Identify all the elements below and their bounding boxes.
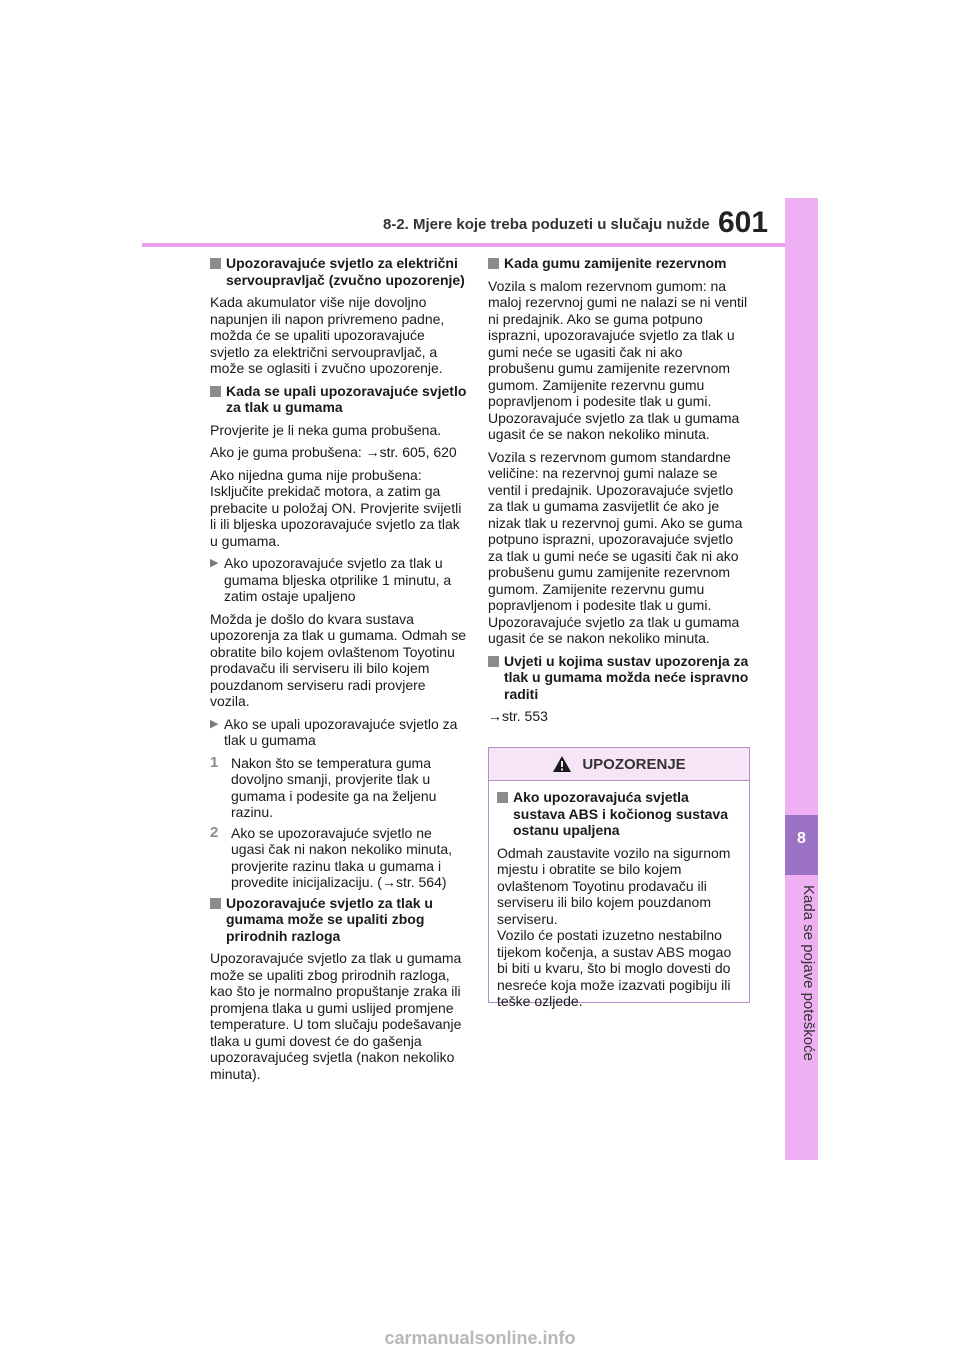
step-text: Nakon što se temperatura guma dovoljno smanji, provjerite tlak u gumama i podesite ga na željenu razinu.	[231, 754, 437, 820]
square-bullet-icon	[210, 258, 221, 269]
sub-condition-text: Ako upozoravajuće svjetlo za tlak u gumama bljeska otprilike 1 minutu, a zatim ostaje upaljeno	[224, 555, 452, 604]
header-divider	[142, 243, 785, 247]
right-column	[488, 255, 750, 731]
step-item	[210, 825, 468, 891]
square-bullet-icon	[497, 792, 508, 803]
triangle-bullet-icon: ▶	[210, 717, 219, 730]
step-number: 1	[210, 753, 219, 771]
left-column	[210, 255, 468, 1088]
step-number: 2	[210, 823, 219, 841]
paragraph: Vozilo će postati izuzetno nestabilno tijekom kočenja, a sustav ABS mogao bi biti u kvaru, što bi moglo dovesti do nesreće koja može izazvati pogibiju ili teške ozljede.	[497, 927, 732, 1009]
sub-condition	[210, 716, 468, 749]
triangle-bullet-icon: ▶	[210, 557, 219, 569]
heading-text: Ako upozoravajuća svjetla sustava ABS i kočionog sustava ostanu upaljena	[513, 789, 728, 838]
section-title: 8-2. Mjere koje treba poduzeti u slučaju nužde	[383, 216, 710, 233]
warning-box	[488, 747, 750, 1009]
paragraph: Ako nijedna guma nije probušena: Isključite prekidač motora, a zatim ga prebacite u položaj ON. Provjerite svijetli li ili bljeska upozoravajuće svjetlo za tlak u gumama.	[210, 466, 462, 549]
sub-condition-text: Ako se upali upozoravajuće svjetlo za tlak u gumama	[224, 715, 458, 748]
warning-header	[489, 748, 749, 781]
square-bullet-icon	[488, 656, 499, 667]
paragraph: Vozila s malom rezervnom gumom: na maloj rezervnoj gumi ne nalazi se ni ventil ni predajnik. Ako se guma potpuno isprazni, upozoravajuće svjetlo za tlak u gumi neće se ugasiti čak ni ako probušenu gumu zamijenite rezervnom gumom. Zamijenite rezervnu gumu popravljenom i podesite tlak u gumi. Upozoravajuće svjetlo za tlak u gumama ugasit će se nakon nekoliko minuta.	[488, 277, 748, 442]
paragraph: Možda je došlo do kvara sustava upozorenja za tlak u gumama. Odmah se obratite bilo kojem ovlaštenom Toyotinu prodavaču ili serviseru ili bilo kojem pouzdanom serviseru radi provjere vozila.	[210, 610, 467, 709]
chapter-number: 8	[797, 830, 806, 847]
paragraph: Provjerite je li neka guma probušena.	[210, 421, 442, 438]
section-heading	[210, 383, 468, 416]
warning-triangle-icon	[552, 755, 572, 773]
page-number: 601	[718, 206, 769, 239]
heading-text: Upozoravajuće svjetlo za tlak u gumama može se upaliti zbog prirodnih razloga	[226, 894, 433, 944]
section-heading	[210, 895, 468, 945]
square-bullet-icon	[210, 898, 221, 909]
square-bullet-icon	[488, 258, 499, 269]
paragraph: Kada akumulator više nije dovoljno napunjen ili napon privremeno padne, možda će se upaliti upozoravajuće svjetlo za električni servoupravljač, a može se oglasiti i zvučno upozorenje.	[210, 294, 445, 376]
section-heading	[488, 255, 750, 272]
warning-body	[489, 781, 749, 1010]
heading-text: Uvjeti u kojima sustav upozorenja za tlak u gumama možda neće ispravno raditi	[504, 652, 749, 702]
step-text: Ako se upozoravajuće svjetlo ne ugasi čak ni nakon nekoliko minuta, provjerite razinu tlaka u gumama i provedite inicijalizaciju. (→str. 564)	[231, 824, 453, 890]
section-heading	[210, 255, 468, 288]
heading-text: Upozoravajuće svjetlo za električni servoupravljač (zvučno upozorenje)	[226, 255, 465, 288]
paragraph: Upozoravajuće svjetlo za tlak u gumama može se upaliti zbog prirodnih razloga, kao što je normalno propuštanje zraka ili promjena tlaka u gumi uslijed promjene temperature. U tom slučaju podešavanje tlaka u gumi dovest će do gašenja upozoravajućeg svjetla (nakon nekoliko minuta).	[210, 950, 462, 1082]
chapter-title: Kada se pojave poteškoće	[800, 885, 817, 1061]
sub-condition	[210, 555, 468, 605]
paragraph: Odmah zaustavite vozilo na sigurnom mjestu i obratite se bilo kojem ovlaštenom Toyotinu prodavaču ili serviseru ili bilo kojem pouzdanom serviseru.	[497, 844, 731, 927]
warning-heading	[497, 789, 742, 839]
paragraph: Ako je guma probušena: →str. 605, 620	[210, 444, 457, 460]
section-heading	[488, 653, 750, 703]
paragraph: Vozila s rezervnom gumom standardne veličine: na rezervnoj gumi nalaze se ventil i predajnik. Upozoravajuće svjetlo za tlak u gumama zasvijetlit će ako je nizak tlak u rezervnoj gumi. Ako se guma potpuno isprazni, upozoravajuće svjetlo za tlak u gumi neće se ugasiti čak ni ako probušenu gumu zamijenite rezervnom gumom. Zamijenite rezervnu gumu popravljenom i podesite tlak u gumi. Upozoravajuće svjetlo za tlak u gumama ugasit će se nakon nekoliko minuta.	[488, 448, 743, 646]
square-bullet-icon	[210, 386, 221, 397]
warning-title: UPOZORENJE	[582, 755, 686, 773]
step-item	[210, 755, 468, 821]
heading-text: Kada gumu zamijenite rezervnom	[504, 255, 727, 271]
heading-text: Kada se upali upozoravajuće svjetlo za tlak u gumama	[226, 382, 467, 415]
site-watermark: carmanualsonline.info	[384, 1328, 576, 1348]
page-reference: →str. 553	[488, 708, 548, 724]
